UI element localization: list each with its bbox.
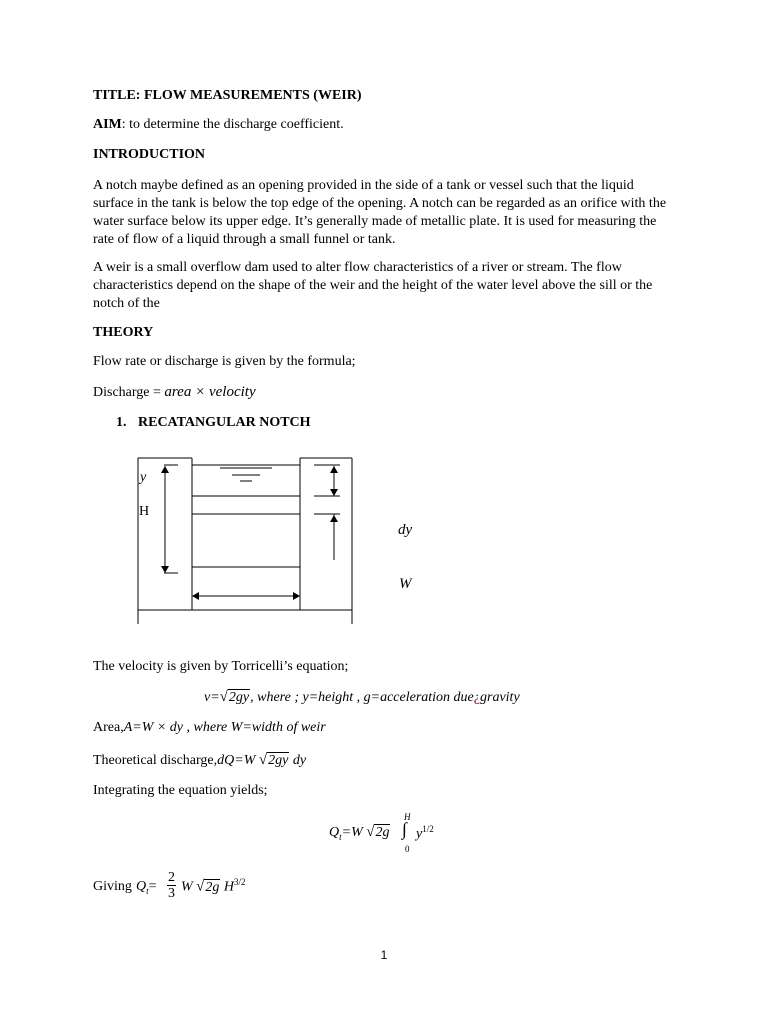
section-1-heading: [116, 415, 311, 431]
aim-text: : to determine the discharge coefficient.: [121, 117, 344, 132]
giving-exponent: 3/2: [234, 877, 246, 887]
area-line: [93, 720, 326, 736]
intro-paragraph-2: A weir is a small overflow dam used to alter flow characteristics of a river or stream. The flow characteristics depend on the shape of the weir and the height of the water level above the sill or the notch of the: [93, 260, 653, 311]
giving-rhs: [181, 877, 246, 896]
intro-heading: INTRODUCTION: [93, 147, 206, 162]
arrowhead-icon: [293, 592, 300, 600]
integral-lower-limit: 0: [405, 844, 410, 854]
giving-lhs-term: $Q_t=$: [136, 879, 157, 896]
velocity-rest: , where ; y=height , g=acceleration due: [250, 690, 474, 705]
integrand-exponent: 1/2: [422, 824, 434, 834]
discharge-label: Discharge =: [93, 385, 165, 400]
giving-h: H: [220, 879, 235, 895]
diagram-label-dy: dy: [398, 522, 413, 538]
qt-mid: =W: [341, 825, 367, 840]
arrowhead-icon: [330, 515, 338, 522]
integral-upper-limit: H: [404, 812, 411, 822]
arrowhead-icon: [330, 466, 338, 473]
qt-sub: t: [339, 831, 342, 842]
integrand: [416, 824, 434, 843]
velocity-end: gravity: [480, 690, 520, 705]
arrowhead-icon: [161, 566, 169, 573]
velocity-radicand: 2gy: [228, 690, 250, 705]
giving-radicand: 2g: [205, 879, 220, 895]
giving-w: W: [181, 879, 197, 895]
sqrt-icon: √: [196, 878, 205, 895]
giving-label: Giving: [93, 879, 132, 894]
arrowhead-icon: [330, 489, 338, 496]
giving-lhs: Q: [136, 879, 147, 894]
arrowhead-icon: [161, 466, 169, 473]
sqrt-icon: √: [366, 824, 375, 840]
arrowhead-icon: [192, 592, 199, 600]
velocity-equation: [204, 689, 520, 706]
theory-heading: THEORY: [93, 325, 154, 340]
dq-rest: dy: [289, 753, 307, 768]
area-expression: A=W × dy , where W=width of weir: [123, 720, 326, 735]
integral-icon: ∫: [402, 819, 407, 839]
fraction-numerator: 2: [168, 870, 175, 885]
theoretical-label: Theoretical discharge,: [93, 753, 218, 768]
sqrt-icon: √: [258, 752, 268, 768]
theoretical-discharge-line: [93, 752, 306, 769]
discharge-formula: [93, 384, 256, 401]
fraction-denominator: 3: [168, 886, 175, 901]
integrating-text: Integrating the equation yields;: [93, 783, 268, 798]
torricelli-text: The velocity is given by Torricelli’s equation;: [93, 659, 349, 674]
diagram-label-w: W: [399, 576, 412, 592]
velocity-lhs: v=: [204, 690, 220, 705]
unrendered-glyph: ¿: [473, 690, 480, 705]
diagram-label-y: y: [140, 470, 147, 485]
dq-radicand: 2gy: [268, 753, 289, 768]
rectangular-notch-diagram: [130, 452, 430, 630]
diagram-label-h: H: [139, 504, 150, 519]
fraction-two-thirds: [167, 870, 176, 901]
page-number: 1: [380, 948, 388, 962]
discharge-expression: area × velocity: [164, 384, 256, 400]
integrand-var: y: [416, 826, 423, 842]
section-1-title: RECATANGULAR NOTCH: [138, 415, 311, 430]
aim-label: AIM: [93, 117, 122, 132]
sqrt-icon: √: [219, 689, 228, 705]
dq-lhs: dQ=W: [217, 753, 259, 768]
section-1-number: 1.: [116, 415, 127, 430]
qt-radicand: 2g: [375, 825, 390, 840]
theory-line: Flow rate or discharge is given by the formula;: [93, 354, 356, 369]
aim-line: [93, 117, 344, 133]
qt-lhs: Q: [329, 825, 340, 840]
area-label: Area,: [93, 720, 124, 735]
document-title: TITLE: FLOW MEASUREMENTS (WEIR): [93, 88, 362, 103]
giving-sub: t: [146, 885, 149, 896]
qt-term: [329, 824, 390, 842]
intro-paragraph-1: A notch maybe defined as an opening provided in the side of a tank or vessel such that the liquid surface in the tank is below the top edge of the opening. A notch can be regarded as an orifice with the water surface below its upper edge. It’s generally made of metallic plate. It is used for measuring the rate of flow of a liquid through a small funnel or tank.: [93, 178, 667, 247]
